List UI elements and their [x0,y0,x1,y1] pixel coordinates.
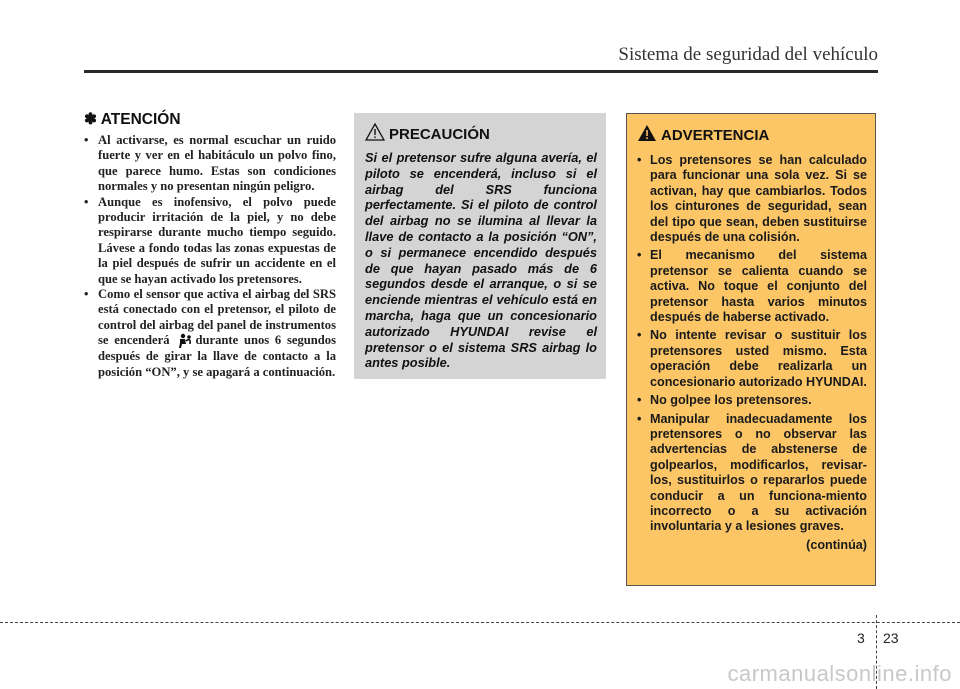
list-item-text: Al activarse, es normal escuchar un ruido fuerte y ver en el habitáculo un polvo fino, que parece humo. Estas son condiciones normales y no presentan ningún peligro. [98,133,336,194]
list-item [84,195,336,287]
watermark: carmanualsonline.info [727,661,952,686]
page-number: 23 [883,630,899,646]
warning-triangle-filled-icon [637,124,657,147]
list-item: • No intente revisar o sustituir los pretensores usted mismo. Esta operación debe realizarla un concesionario autorizado HYUNDAI. [637,328,867,390]
caution-text: Si el pretensor sufre alguna avería, el piloto se encenderá, incluso si el airbag del SRS funciona perfectamente. Si el piloto de control del airbag no se ilumina al llevar la llave de contacto a la posición “ON”, o si permanece encendido después de que hayan pasado más de 6 segundos desde el arranque, o si se enciende mientras el vehículo está en marcha, haga que un concesionario autorizado HYUNDAI revise el pretensor o el sistema SRS airbag lo antes posible. [365,150,597,371]
header-divider [84,70,878,73]
warning-triangle-outline-icon [365,123,385,146]
section-header-title: Sistema de seguridad del vehículo [618,44,878,65]
list-item-text: Aunque es inofensivo, el polvo puede producir irritación de la piel, y no debe respirarse durante mucho tiempo seguido. Lávese a fondo todas las zonas expuestas de la piel después de sufrir un accidente en el que se hayan activado los pretensores. [98,194,336,286]
chapter-number: 3 [857,630,865,646]
warning-box [626,113,876,586]
attention-section [84,110,336,380]
airbag-warning-icon [174,333,192,349]
list-item: • Manipular inadecuadamente los pretensores o no observar las advertencias de abstenerse de golpearlos, modificarlos, revisar-los, sustituirlos o repararlos puede conducir a un funciona-miento incorrecto o a su activación involuntaria y a lesiones graves. [637,412,867,535]
attention-title: ✽ ATENCIÓN [84,111,181,128]
caution-box [354,113,606,379]
warning-header [637,124,867,147]
footer-divider [0,622,960,623]
warning-title: ADVERTENCIA [661,127,770,144]
list-item-text: durante unos 6 segundos después de girar la llave de contacto a la posición “ON”, y se apagará a continuación. [98,333,336,379]
list-item-text: Como el sensor que activa el airbag del SRS está conectado con el pretensor, el piloto de control del airbag del panel de instrumentos se encenderá [98,287,336,348]
attention-list [84,133,336,380]
continued-label: (continúa) [806,537,867,552]
caution-header [365,123,597,146]
warning-list [637,153,867,535]
list-item: • Los pretensores se han calculado para funcionar una sola vez. Si se activan, hay que cambiarlos. Todos los cinturones de seguridad, sean del tipo que sean, deben sustituirse después de una colisión. [637,153,867,245]
list-item [84,133,336,195]
list-item: • El mecanismo del sistema pretensor se calienta cuando se activa. No toque el conjunto del pretensor hasta varios minutos después de haberse activado. [637,248,867,325]
caution-title: PRECAUCIÓN [389,126,490,143]
list-item [84,287,336,380]
list-item: • No golpee los pretensores. [637,393,867,408]
